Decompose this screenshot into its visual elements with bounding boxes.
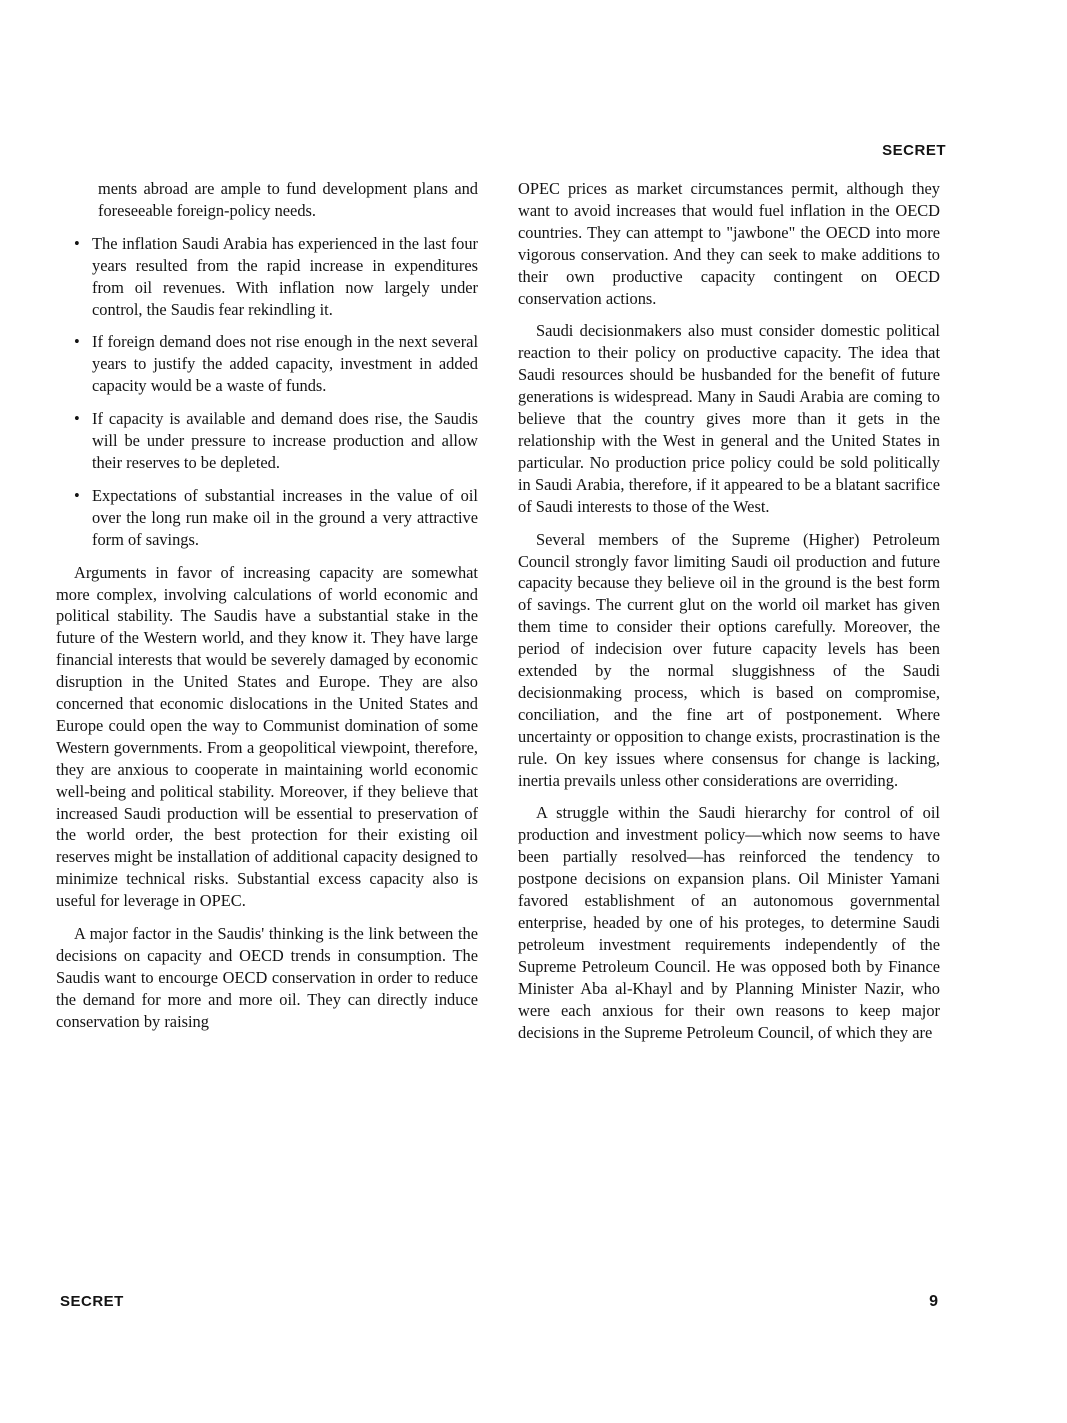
paragraph-arguments-capacity: Arguments in favor of increasing capacity are somewhat more complex, involving calculations of world economic and political stability. The Saudis have a substantial stake in the future of the Western world, and they know it. They have large financial interests that would be severely damaged by economic disruption in the United States and Europe. They are also concerned that economic dislocations in the United States and Europe could open the way to Communist domination of some Western governments. From a geopolitical viewpoint, therefore, they are anxious to cooperate in maintaining world economic well-being and political stability. Moreover, if they believe that increased Saudi production will be essential to preservation of the world order, the best protection for their existing oil reserves might be installation of additional capacity designed to minimize technical risks. Substantial excess capacity also is useful for leverage in OPEC. [56, 562, 478, 911]
right-column [518, 178, 940, 1054]
bullet-list [56, 233, 478, 551]
bullet-icon: • [74, 233, 80, 253]
bullet-icon: • [74, 409, 80, 429]
paragraph-petroleum-council: Several members of the Supreme (Higher) Petroleum Council strongly favor limiting Saudi oil production and future capacity because they believe oil in the ground is the best form of savings. The current glut on the world oil market has given them time to consider their options carefully. Moreover, the period of indecision over future capacity levels has been extended by the normal sluggishness of the Saudi decisionmaking process, which is based on compromise, conciliation, and the fine art of postponement. Where uncertainty or opposition to change exists, procrastination is the rule. On key issues where consensus for change is lacking, inertia prevails unless other considerations are overriding. [518, 529, 940, 790]
bullet-item: • Expectations of substantial increases in the value of oil over the long run make oil in the ground a very attractive form of savings. [74, 485, 478, 549]
page-number: 9 [929, 1293, 938, 1310]
paragraph-hierarchy-struggle: A struggle within the Saudi hierarchy for control of oil production and investment policy—which now seems to have been partially resolved—has reinforced the tendency to postpone decisions on expansion plans. Oil Minister Yamani favored establishment of an autonomous governmental enterprise, headed by one of his proteges, to determine Saudi petroleum investment requirements independently of the Supreme Petroleum Council. He was opposed both by Finance Minister Aba al-Khayl and by Planning Minister Nazir, who were each anxious for their own reasons to keep major decisions in the Supreme Petroleum Council, of which they are [518, 803, 940, 1042]
bullet-icon: • [74, 332, 80, 352]
bullet-icon: • [74, 485, 80, 505]
classification-header: SECRET [882, 142, 946, 159]
paragraph-oecd-link: A major factor in the Saudis' thinking is the link between the decisions on capacity and OECD trends in consumption. The Saudis want to encourge OECD conservation in order to reduce the demand for more and more oil. They can directly induce conservation by raising [56, 924, 478, 1031]
classification-footer: SECRET [60, 1293, 124, 1310]
paragraph-domestic-reaction: Saudi decisionmakers also must consider domestic political reaction to their policy on productive capacity. The idea that Saudi resources should be husbanded for the benefit of future generations is widespread. Many in Saudi Arabia are coming to believe that the country gives more than it gets in the relationship with the West in general and the United States in particular. No production price policy could be sold politically in Saudi Arabia, therefore, if it appeared to be a blatant sacrifice of Saudi interests to those of the West. [518, 321, 940, 516]
left-column [56, 178, 478, 1044]
intro-fragment: ments abroad are ample to fund development plans and foreseeable foreign-policy needs. [98, 179, 478, 220]
bullet-item: • If capacity is available and demand does rise, the Saudis will be under pressure to increase production and allow their reserves to be depleted. [74, 409, 478, 472]
paragraph-continuation: OPEC prices as market circumstances permit, although they want to avoid increases that would fuel inflation in the OECD countries. They can attempt to "jawbone" the OECD into more vigorous conservation. And they can seek to make additions to their own productive capacity contingent on OECD conservation actions. [518, 179, 940, 308]
bullet-item: • The inflation Saudi Arabia has experienced in the last four years resulted from the rapid increase in expenditures from oil revenues. With inflation now largely under control, the Saudis fear rekindling it. [74, 233, 478, 319]
bullet-item: • If foreign demand does not rise enough in the next several years to justify the added capacity, investment in added capacity would be a waste of funds. [74, 332, 478, 396]
